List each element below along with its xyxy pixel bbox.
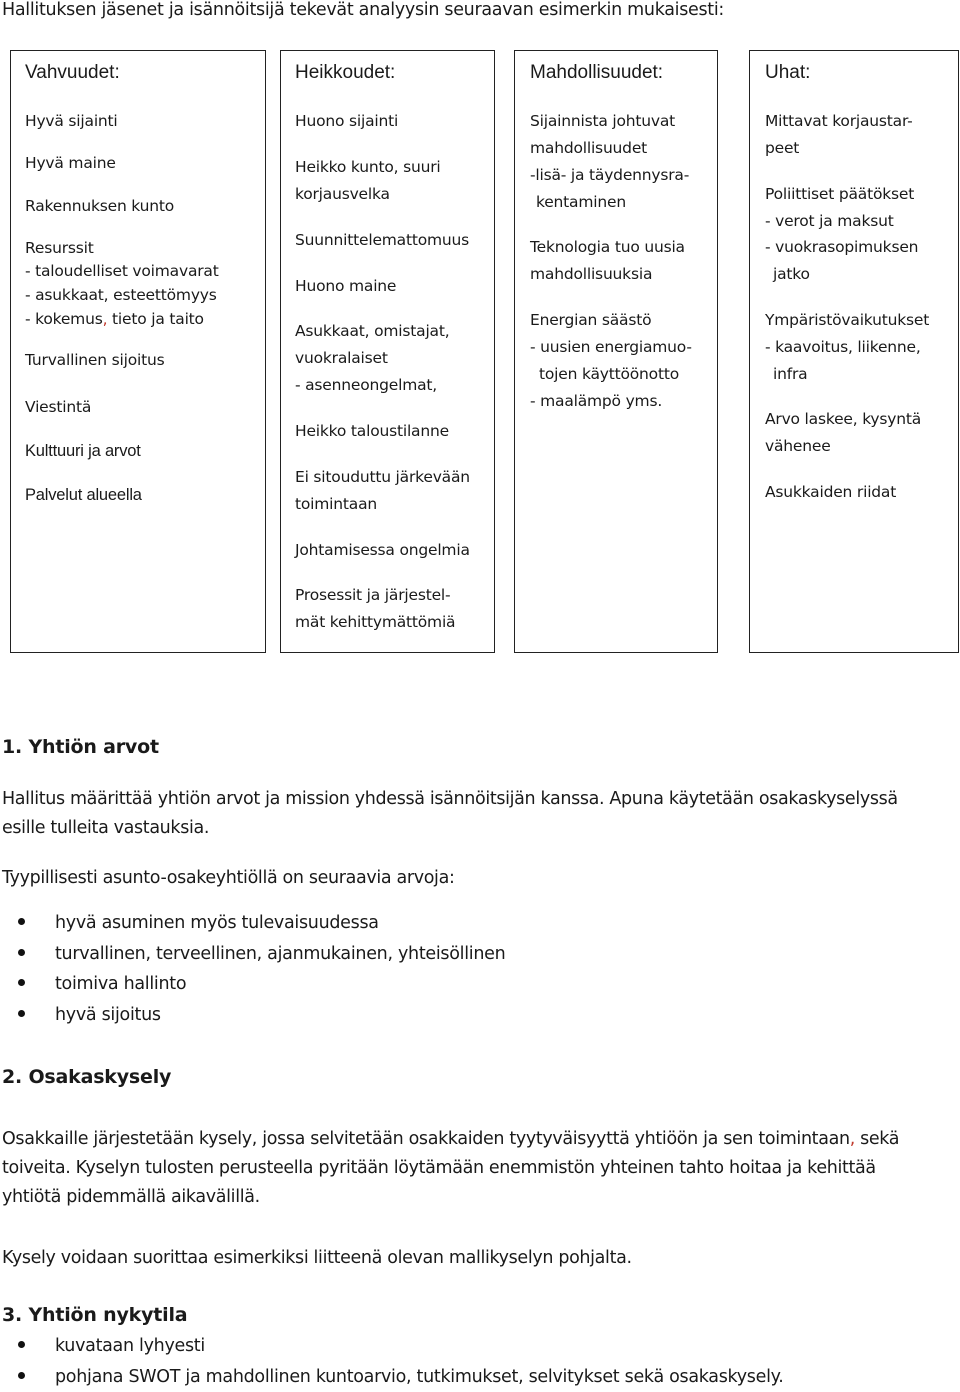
list-item: toimiva hallinto — [18, 974, 186, 994]
list-item: Asukkaiden riidat — [765, 483, 897, 501]
list-item: Viestintä — [25, 398, 92, 416]
bullet-icon — [18, 949, 25, 956]
list-item: Sijainnista johtuvat — [530, 112, 676, 130]
section-heading-values: 1. Yhtiön arvot — [2, 736, 159, 758]
list-item: Poliittiset päätökset — [765, 185, 915, 203]
list-item: - uusien energiamuo- — [530, 338, 692, 356]
list-item: Ympäristövaikutukset — [765, 311, 930, 329]
list-item: kentaminen — [536, 193, 626, 211]
list-item: Hyvä sijainti — [25, 112, 118, 130]
list-item: - asenneongelmat, — [295, 376, 438, 394]
weaknesses-title: Heikkoudet: — [295, 62, 396, 83]
list-item: turvallinen, terveellinen, ajanmukainen, yhteisöllinen — [18, 944, 505, 964]
list-item: Heikko taloustilanne — [295, 422, 449, 440]
paragraph: toiveita. Kyselyn tulosten perusteella pyritään löytämään enemmistön yhteinen tahto hoitaa ja kehittää — [2, 1158, 876, 1178]
list-item: -lisä- ja täydennysra- — [530, 166, 690, 184]
list-item: mahdollisuuksia — [530, 265, 653, 283]
list-item: Heikko kunto, suuri — [295, 158, 441, 176]
threats-title: Uhat: — [765, 62, 811, 83]
list-item: Ei sitouduttu järkevään — [295, 468, 470, 486]
paragraph: Kysely voidaan suorittaa esimerkiksi liitteenä olevan mallikyselyn pohjalta. — [2, 1248, 632, 1268]
bullet-icon — [18, 1341, 25, 1348]
list-item: infra — [773, 365, 808, 383]
list-item: tojen käyttöönotto — [539, 365, 679, 383]
intro-text: Hallituksen jäsenet ja isännöitsijä tekevät analyysin seuraavan esimerkin mukaisesti: — [2, 0, 725, 20]
bullet-icon — [18, 918, 25, 925]
list-item: peet — [765, 139, 800, 157]
list-item: Suunnittelemattomuus — [295, 231, 470, 249]
list-item: mät kehittymättömiä — [295, 613, 456, 631]
list-item: Kulttuuri ja arvot — [25, 442, 141, 460]
opportunities-title: Mahdollisuudet: — [530, 62, 664, 83]
list-item: Asukkaat, omistajat, — [295, 322, 450, 340]
bullet-icon — [18, 979, 25, 986]
list-item: Huono sijainti — [295, 112, 399, 130]
section-heading-survey: 2. Osakaskysely — [2, 1066, 172, 1088]
list-item: pohjana SWOT ja mahdollinen kuntoarvio, tutkimukset, selvitykset sekä osakaskysely. — [18, 1367, 783, 1387]
list-item: toimintaan — [295, 495, 377, 513]
list-item: - asukkaat, esteettömyys — [25, 286, 217, 304]
paragraph: Tyypillisesti asunto-osakeyhtiöllä on seuraavia arvoja: — [2, 868, 455, 888]
list-item: korjausvelka — [295, 185, 390, 203]
list-item: vuokralaiset — [295, 349, 388, 367]
list-item: Palvelut alueella — [25, 486, 142, 504]
list-item: - kaavoitus, liikenne, — [765, 338, 921, 356]
list-item: Mittavat korjaustar- — [765, 112, 913, 130]
paragraph: Osakkaille järjestetään kysely, jossa selvitetään osakkaiden tyytyväisyyttä yhtiöön ja sen toimintaan, sekä — [2, 1129, 900, 1149]
list-item: hyvä sijoitus — [18, 1005, 161, 1025]
list-item: - vuokrasopimuksen — [765, 238, 919, 256]
bullet-icon — [18, 1372, 25, 1379]
paragraph: esille tulleita vastauksia. — [2, 818, 210, 838]
list-item: Energian säästö — [530, 311, 652, 329]
list-item: Prosessit ja järjestel- — [295, 586, 451, 604]
paragraph: Hallitus määrittää yhtiön arvot ja mission yhdessä isännöitsijän kanssa. Apuna käytetään osakaskyselyssä — [2, 789, 898, 809]
list-item: Rakennuksen kunto — [25, 197, 175, 215]
list-item: Johtamisessa ongelmia — [295, 541, 470, 559]
list-item: Arvo laskee, kysyntä — [765, 410, 922, 428]
list-item: - kokemus, tieto ja taito — [25, 310, 204, 328]
bullet-icon — [18, 1010, 25, 1017]
list-item: jatko — [773, 265, 810, 283]
list-item: Teknologia tuo uusia — [530, 238, 685, 256]
list-item: mahdollisuudet — [530, 139, 648, 157]
list-item: kuvataan lyhyesti — [18, 1336, 205, 1356]
list-item: hyvä asuminen myös tulevaisuudessa — [18, 913, 379, 933]
paragraph: yhtiötä pidemmällä aikavälillä. — [2, 1187, 260, 1207]
list-item: vähenee — [765, 437, 831, 455]
list-item: - taloudelliset voimavarat — [25, 262, 219, 280]
section-heading-current-state: 3. Yhtiön nykytila — [2, 1304, 188, 1326]
list-item: Turvallinen sijoitus — [25, 351, 165, 369]
list-item: Resurssit — [25, 239, 94, 257]
list-item: - maalämpö yms. — [530, 392, 663, 410]
list-item: Huono maine — [295, 277, 397, 295]
list-item: Hyvä maine — [25, 154, 116, 172]
strengths-title: Vahvuudet: — [25, 62, 120, 83]
list-item: - verot ja maksut — [765, 212, 894, 230]
